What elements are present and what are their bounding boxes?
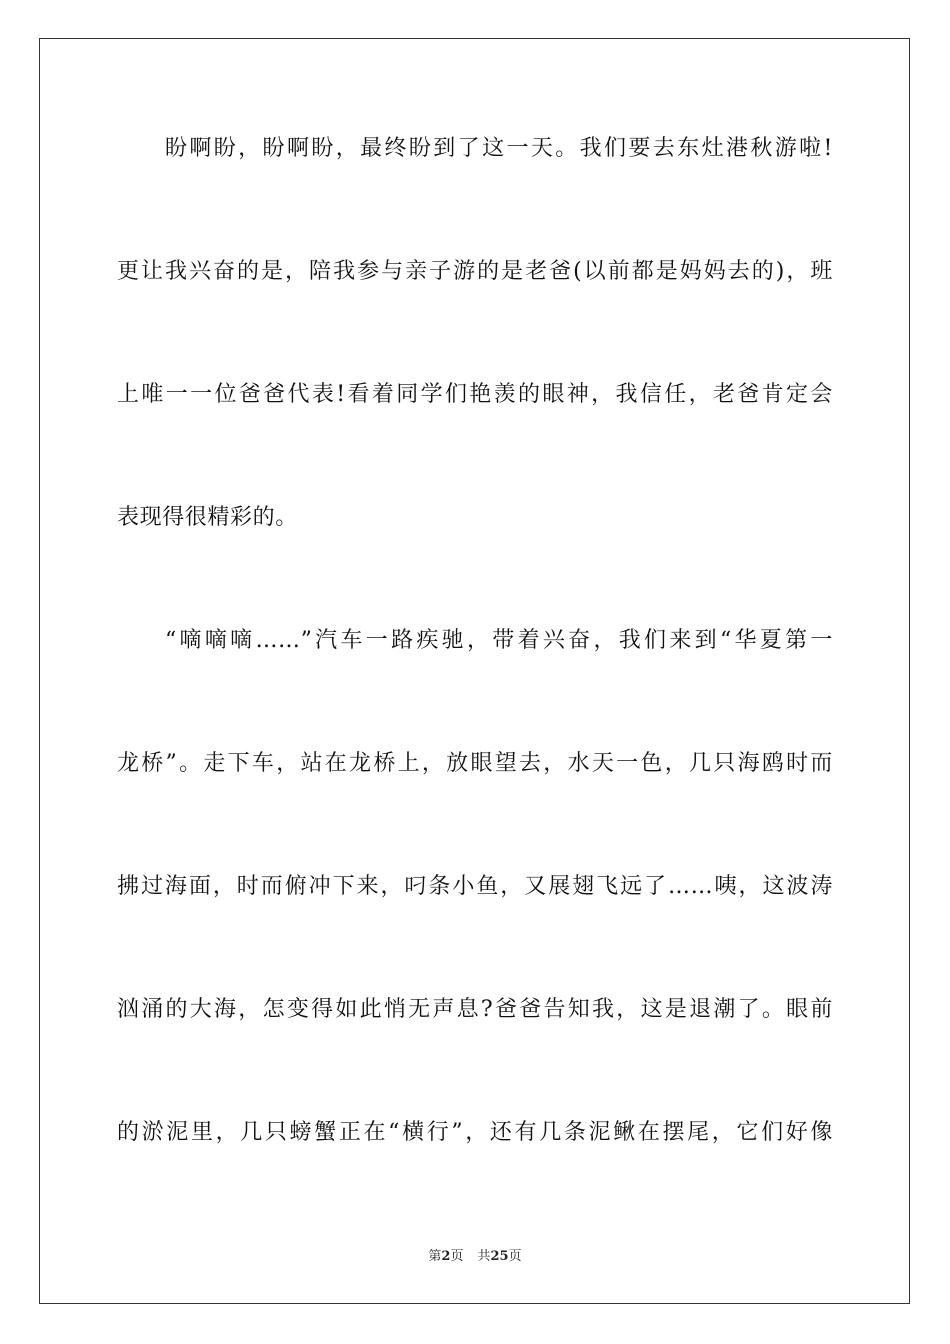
- page-suffix: 页: [450, 1249, 464, 1264]
- paragraph-1-line-2: 更让我兴奋的是，陪我参与亲子游的是老爸(以前都是妈妈去的)，班: [117, 259, 833, 284]
- total-suffix: 页: [508, 1249, 522, 1264]
- page-prefix: 第: [428, 1249, 442, 1264]
- paragraph-1-line-3: 上唯一一位爸爸代表!看着同学们艳羡的眼神，我信任，老爸肯定会: [117, 382, 833, 407]
- paragraph-2-line-3: 拂过海面，时而俯冲下来，叼条小鱼，又展翅飞远了……咦，这波涛: [117, 874, 833, 899]
- page-footer: [0, 1248, 950, 1266]
- paragraph-2-line-5: 的淤泥里，几只螃蟹正在“横行”，还有几条泥鳅在摆尾，它们好像: [117, 1120, 833, 1145]
- paragraph-2-line-1: “嘀嘀嘀……”汽车一路疾驰，带着兴奋，我们来到“华夏第一: [165, 628, 833, 653]
- paragraph-2-line-2: 龙桥”。走下车，站在龙桥上，放眼望去，水天一色，几只海鸥时而: [117, 751, 833, 776]
- paragraph-1-line-4: 表现得很精彩的。: [117, 505, 298, 530]
- total-prefix: 共: [477, 1249, 491, 1264]
- page-number: 2: [441, 1249, 451, 1264]
- page-border: [39, 38, 910, 1304]
- total-pages: 25: [490, 1249, 509, 1264]
- paragraph-1-line-1: 盼啊盼，盼啊盼，最终盼到了这一天。我们要去东灶港秋游啦!: [165, 136, 833, 161]
- paragraph-2-line-4: 汹涌的大海，怎变得如此悄无声息?爸爸告知我，这是退潮了。眼前: [117, 997, 833, 1022]
